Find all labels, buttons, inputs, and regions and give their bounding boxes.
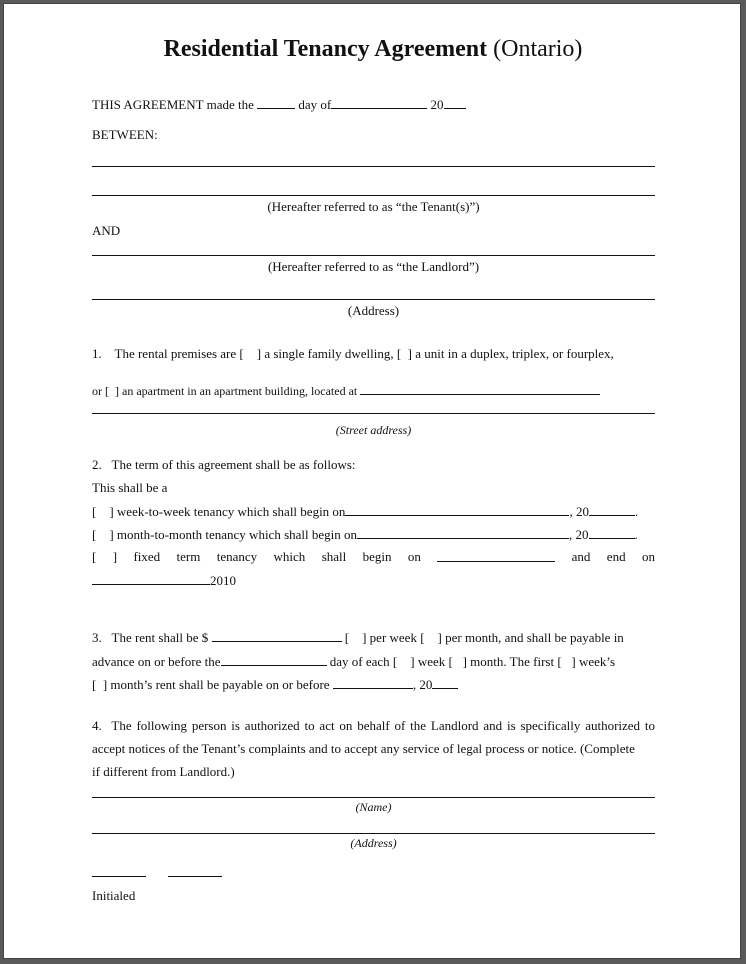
agent-name-line[interactable] bbox=[92, 797, 655, 798]
fixed-start-blank[interactable] bbox=[437, 549, 555, 562]
landlord-address-line[interactable] bbox=[92, 299, 655, 300]
tenant-initial-line[interactable] bbox=[92, 876, 146, 877]
first-rent-date-blank[interactable] bbox=[333, 676, 413, 689]
fixed-term-option: [ ] fixed term tenancy which shall begin on and end on bbox=[92, 549, 655, 564]
landlord-initial-line[interactable] bbox=[168, 876, 222, 877]
monthly-option: [ ] month-to-month tenancy which shall begin on , 20 . bbox=[92, 527, 638, 542]
clause-2-heading: 2. The term of this agreement shall be as follows: bbox=[92, 457, 356, 472]
clause-1-line-2: or [ ] an apartment in an apartment building, located at bbox=[92, 382, 600, 399]
first-rent-year-blank[interactable] bbox=[432, 676, 458, 689]
fixed-end-line: 2010 bbox=[92, 572, 236, 589]
weekly-start-blank[interactable] bbox=[345, 503, 569, 516]
year-blank[interactable] bbox=[444, 96, 466, 109]
weekly-option: [ ] week-to-week tenancy which shall begin on , 20 . bbox=[92, 504, 639, 519]
monthly-year-blank[interactable] bbox=[589, 526, 635, 539]
weekly-year-blank[interactable] bbox=[589, 503, 635, 516]
clause-3-line-1: 3. The rent shall be $ [ ] per week [ ] per month, and shall be payable in bbox=[92, 630, 624, 645]
and-label: AND bbox=[92, 223, 121, 238]
clause-4-line-2: accept notices of the Tenant’s complaints and to accept any service of legal process or notice. (Complete bbox=[92, 741, 635, 756]
landlord-caption: (Hereafter referred to as “the Landlord”) bbox=[267, 259, 480, 274]
tenant-name-line-2[interactable] bbox=[92, 195, 655, 196]
landlord-name-line[interactable] bbox=[92, 255, 655, 256]
initialed-label: Initialed bbox=[92, 888, 136, 903]
clause-3-line-3: [ ] month’s rent shall be payable on or before , 20 bbox=[92, 676, 458, 693]
tenant-caption: (Hereafter referred to as “the Tenant(s)”) bbox=[267, 199, 480, 214]
rent-amount-blank[interactable] bbox=[212, 629, 342, 642]
page-title: Residential Tenancy Agreement (Ontario) bbox=[163, 36, 583, 62]
agreement-date-line: THIS AGREEMENT made the day of 20 bbox=[92, 96, 466, 113]
street-address-caption: (Street address) bbox=[335, 423, 412, 437]
agent-name-caption: (Name) bbox=[355, 800, 392, 814]
clause-1-line-1: 1. The rental premises are [ ] a single family dwelling, [ ] a unit in a duplex, triplex, or fourplex, bbox=[92, 346, 614, 361]
clause-4-line-1: 4. The following person is authorized to act on behalf of the Landlord and is specifically authorized to bbox=[92, 718, 655, 733]
clause-2-shall-be: This shall be a bbox=[92, 480, 168, 495]
document-page bbox=[3, 3, 741, 959]
between-label: BETWEEN: bbox=[92, 127, 158, 142]
payment-day-blank[interactable] bbox=[221, 653, 327, 666]
agent-address-line[interactable] bbox=[92, 833, 655, 834]
agent-address-caption: (Address) bbox=[350, 836, 397, 850]
tenant-name-line-1[interactable] bbox=[92, 166, 655, 167]
month-blank[interactable] bbox=[331, 96, 427, 109]
street-address-line[interactable] bbox=[92, 413, 655, 414]
location-blank[interactable] bbox=[360, 382, 600, 395]
clause-4-line-3: if different from Landlord.) bbox=[92, 764, 235, 779]
day-blank[interactable] bbox=[257, 96, 295, 109]
fixed-end-blank[interactable] bbox=[92, 572, 210, 585]
monthly-start-blank[interactable] bbox=[357, 526, 569, 539]
address-caption: (Address) bbox=[347, 303, 400, 318]
clause-3-line-2: advance on or before the day of each [ ] week [ ] month. The first [ ] week’s bbox=[92, 654, 616, 669]
